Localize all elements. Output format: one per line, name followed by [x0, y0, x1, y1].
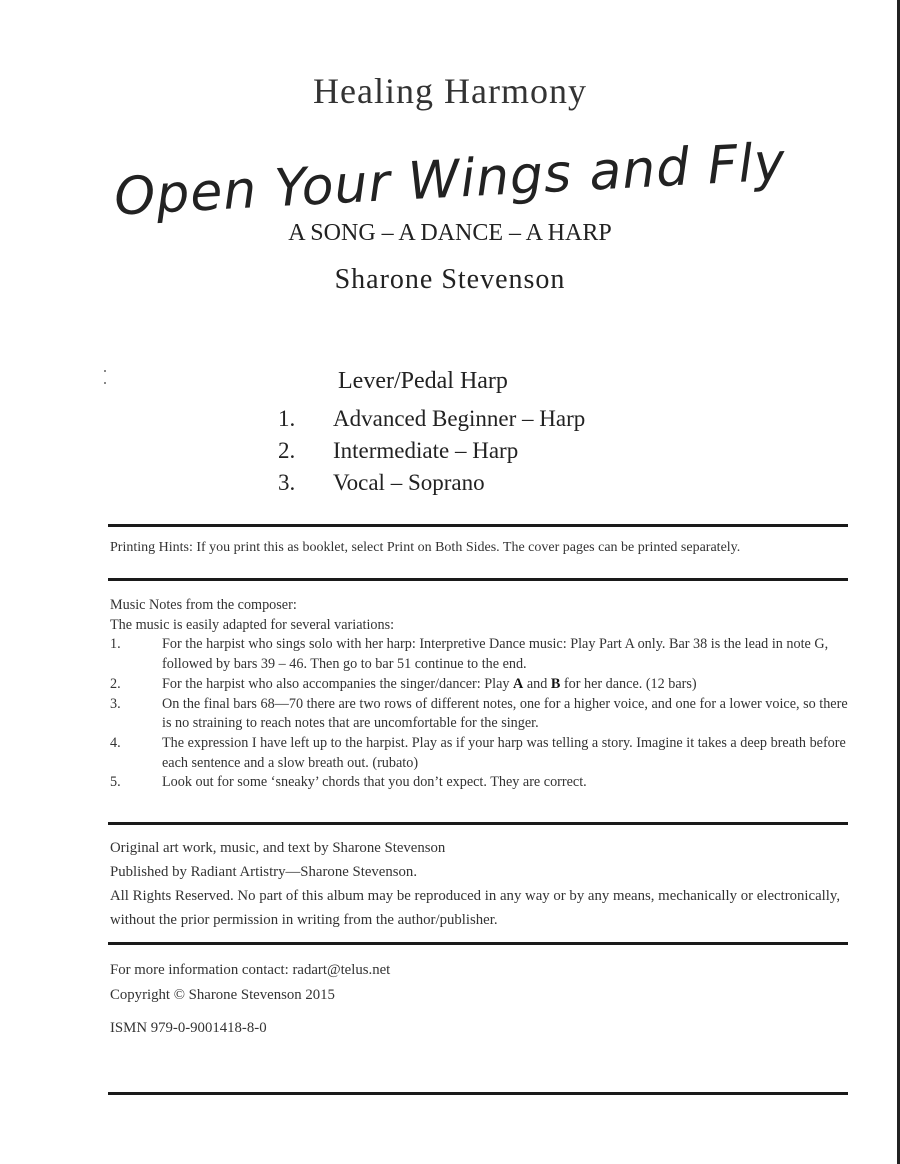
- contact-info: [110, 958, 850, 1041]
- song-title: Open Your Wings and Fly: [112, 132, 788, 228]
- credits: [110, 836, 850, 932]
- printing-hints: Printing Hints: If you print this as booklet, select Print on Both Sides. The cover pages can be printed separately.: [110, 540, 741, 555]
- list-number: 2.: [278, 438, 296, 463]
- list-item: [110, 695, 850, 734]
- list-item: [278, 438, 585, 470]
- level-label: Advanced Beginner – Harp: [333, 406, 586, 431]
- composer-notes: [110, 596, 850, 793]
- level-list: [278, 406, 585, 502]
- list-number: 3.: [110, 695, 121, 712]
- list-number: 5.: [110, 774, 121, 791]
- notes-heading: Music Notes from the composer:: [110, 597, 297, 613]
- list-number: 2.: [110, 675, 121, 692]
- note-text: The expression I have left up to the harpist. Play as if your harp was telling a story. Imagine it takes a deep breath before each sentence and a slow breath out. (rubato): [162, 734, 846, 771]
- ismn-line: ISMN 979-0-9001418-8-0: [110, 1020, 267, 1036]
- series-title: Healing Harmony: [313, 71, 587, 111]
- instrument-heading: Lever/Pedal Harp: [338, 368, 508, 394]
- composer-name: Sharone Stevenson: [334, 264, 566, 295]
- part-a-label: A: [513, 675, 524, 692]
- note-text-part: for her dance. (12 bars): [560, 675, 697, 692]
- note-text: On the final bars 68—70 there are two rows of different notes, one for a higher voice, and one for a lower voice, so there is no straining to reach notes that are uncomfortable for the singer.: [162, 695, 848, 732]
- note-text: Look out for some ‘sneaky’ chords that you don’t expect. They are correct.: [162, 774, 587, 791]
- part-b-label: B: [550, 675, 561, 692]
- subtitle: A SONG – A DANCE – A HARP: [288, 220, 612, 246]
- scan-speck: [104, 382, 106, 384]
- list-number: 1.: [278, 406, 296, 431]
- level-label: Intermediate – Harp: [333, 438, 519, 463]
- list-item: [110, 635, 850, 674]
- rights-notice: All Rights Reserved. No part of this album may be reproduced in any way or by any means, mechanically or electronically, without the prior permission in writing from the author/publisher.: [110, 888, 841, 928]
- notes-list: [110, 635, 850, 793]
- divider: [108, 822, 848, 825]
- list-number: 4.: [110, 734, 121, 751]
- note-text-part: For the harpist who also accompanies the singer/dancer: Play: [162, 675, 514, 692]
- publisher-credit: Published by Radiant Artistry—Sharone Stevenson.: [110, 864, 418, 880]
- list-item: [110, 675, 850, 695]
- notes-intro: The music is easily adapted for several variations:: [110, 616, 395, 633]
- contact-line: For more information contact: radart@telus.net: [110, 962, 391, 978]
- divider: [108, 942, 848, 945]
- level-label: Vocal – Soprano: [333, 470, 485, 495]
- scan-speck: [104, 370, 106, 372]
- divider: [108, 1092, 848, 1095]
- copyright-line: Copyright © Sharone Stevenson 2015: [110, 987, 335, 1003]
- list-item: [110, 734, 850, 773]
- list-number: 3.: [278, 470, 296, 495]
- list-item: [278, 406, 585, 438]
- art-credit: Original art work, music, and text by Sharone Stevenson: [110, 840, 446, 856]
- divider: [108, 578, 848, 581]
- note-text-part: and: [523, 675, 551, 692]
- list-item: [110, 773, 850, 793]
- list-item: [278, 470, 585, 502]
- note-text: For the harpist who sings solo with her harp: Interpretive Dance music: Play Part A only. Bar 38 is the lead in note G, followed by bars 39 – 46. Then go to bar 51 continue to the end.: [162, 636, 829, 673]
- list-number: 1.: [110, 636, 121, 653]
- note-text: [162, 675, 850, 695]
- divider: [108, 524, 848, 527]
